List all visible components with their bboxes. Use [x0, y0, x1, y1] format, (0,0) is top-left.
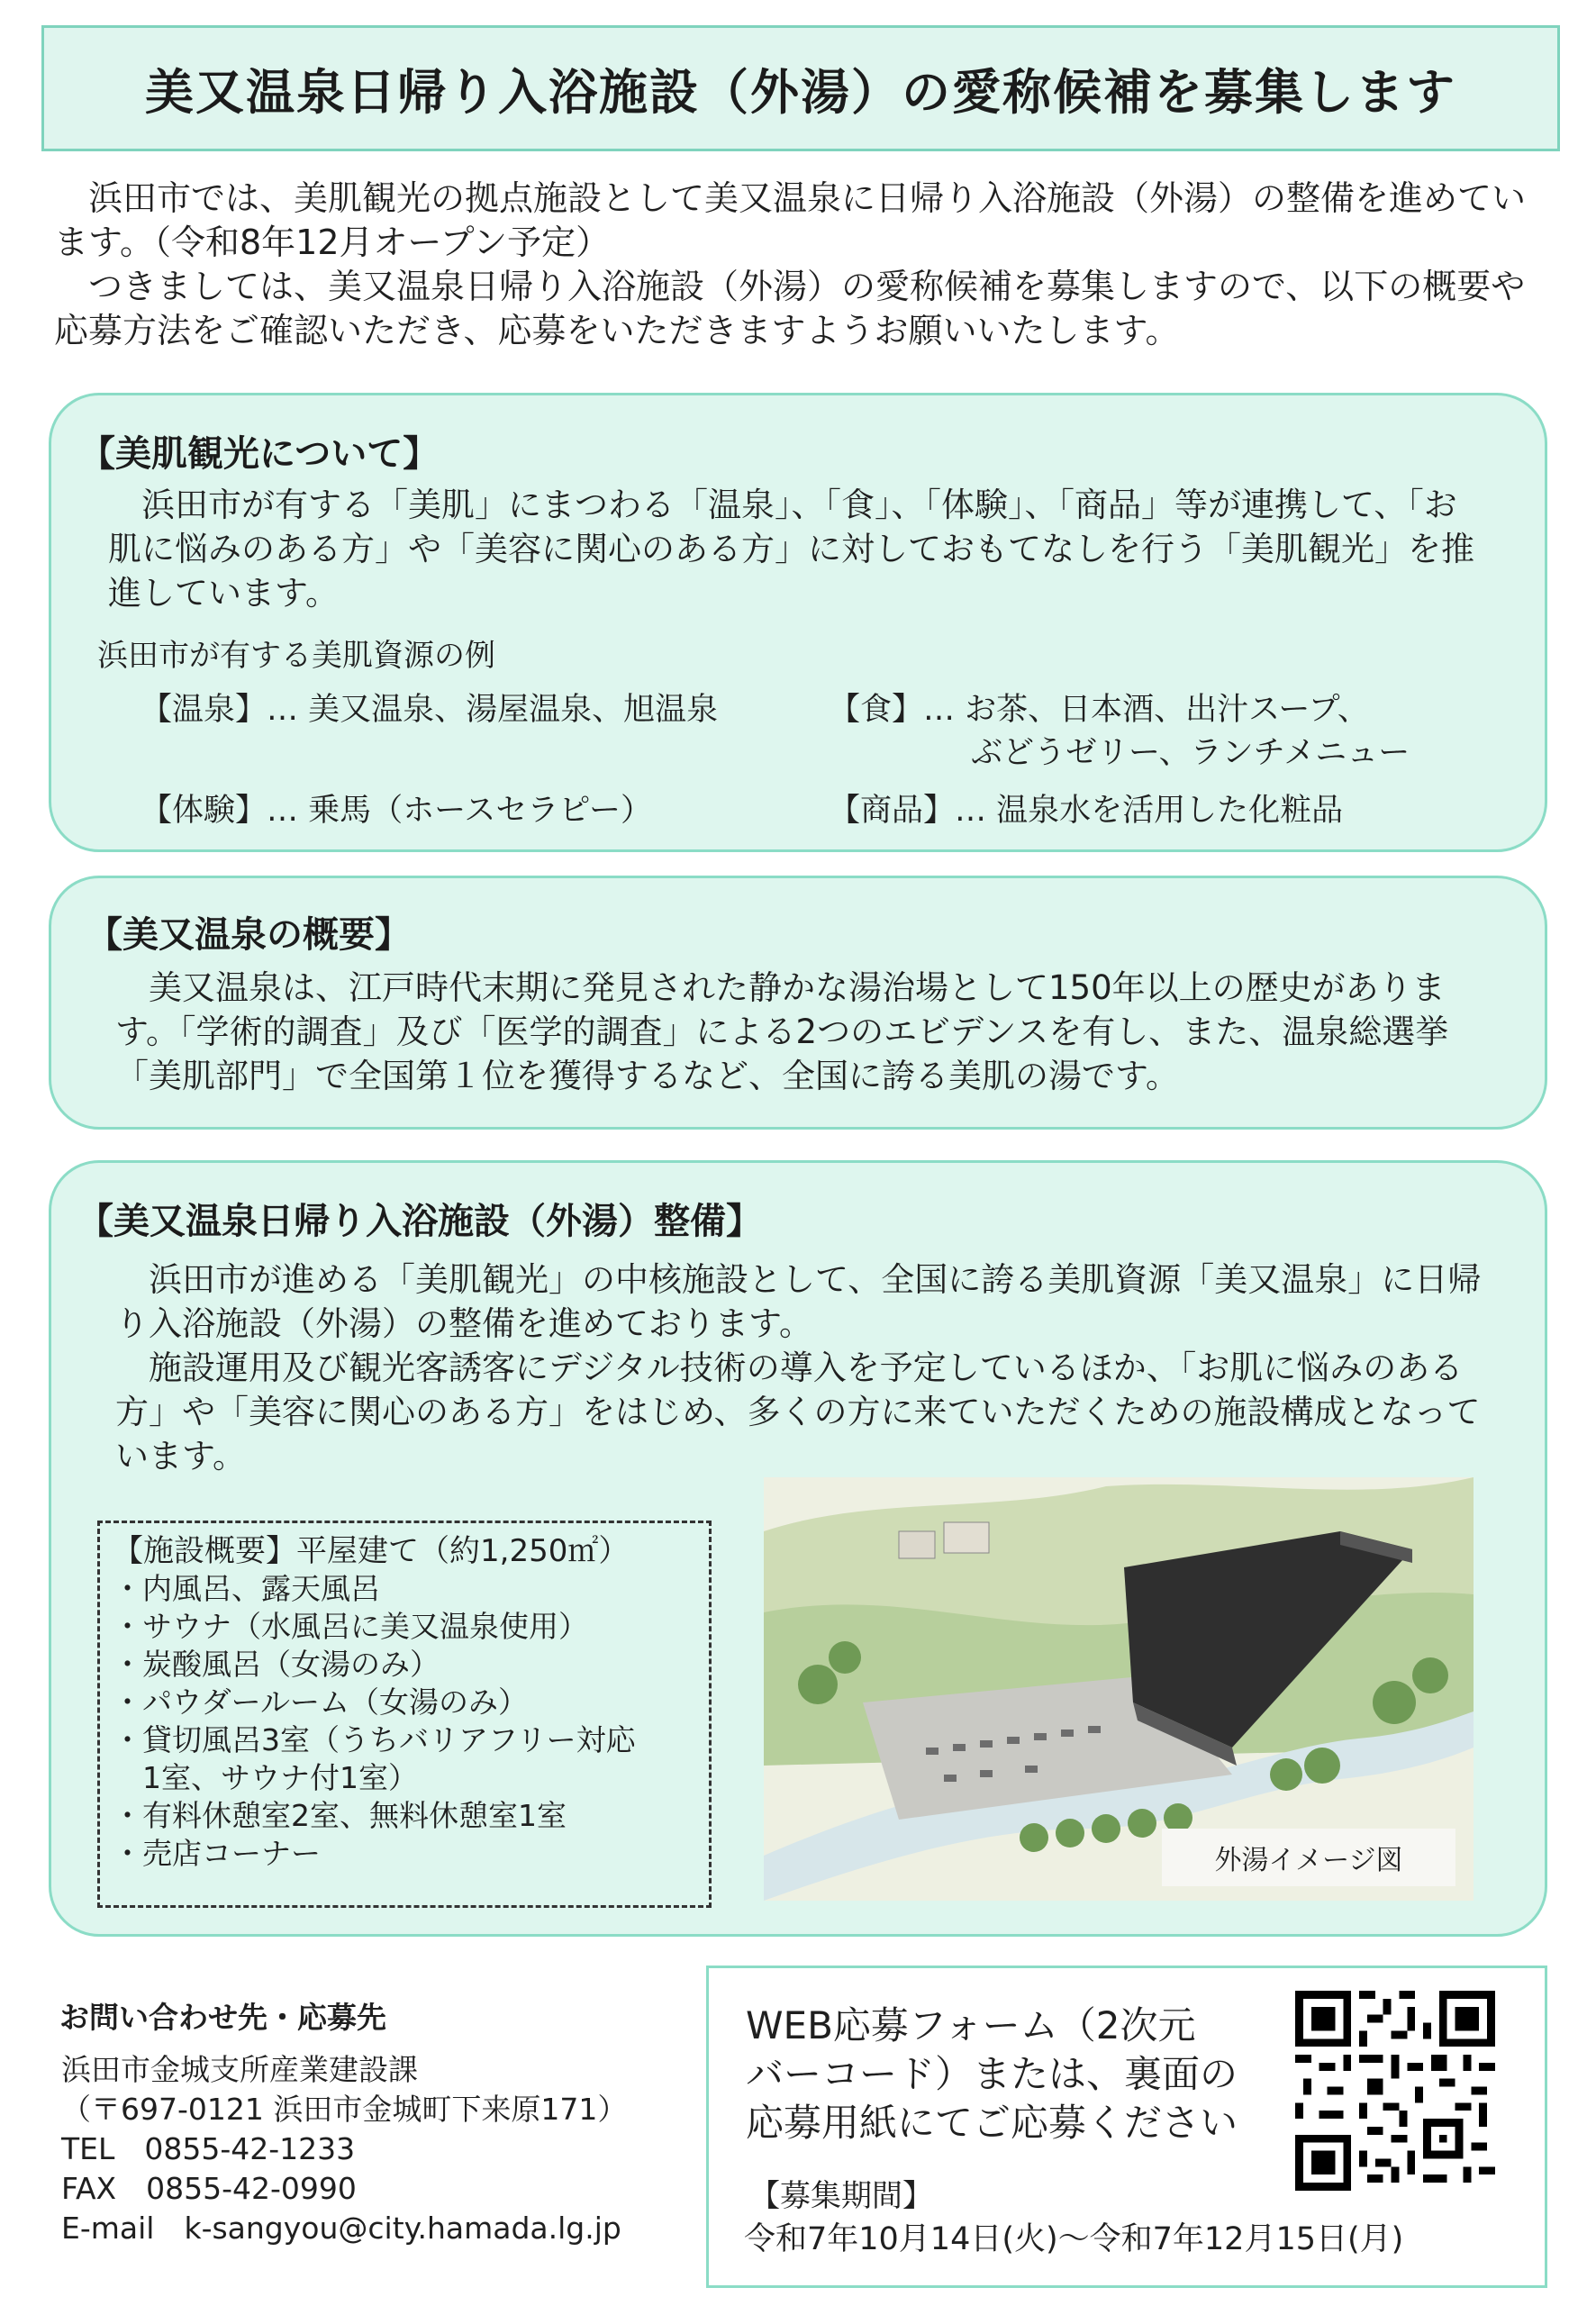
- contact-tel: TEL 0855-42-1233: [61, 2131, 356, 2166]
- onsen-overview-body: 美又温泉は、江戸時代末期に発見された静かな湯治場として150年以上の歴史があります。「学術的調査」及び「医学的調査」による2つのエビデンスを有し、また、温泉総選挙「美肌部門」で全国第１位を獲得するなど、全国に誇る美肌の湯です。: [115, 968, 1449, 1095]
- facility-title: 【施設概要】平屋建て（約1,250㎡）: [113, 1533, 630, 1569]
- intro-paragraph-2: つきましては、美又温泉日帰り入浴施設（外湯）の愛称候補を募集しますので、以下の概要や応募方法をご確認いただき、応募をいただきますようお願いいたします。: [54, 267, 1526, 350]
- facility-item: ・パウダールーム（女湯のみ）: [113, 1684, 529, 1720]
- example-onsen: 【温泉】… 美又温泉、湯屋温泉、旭温泉: [141, 692, 719, 728]
- facility-item: ・有料休憩室2室、無料休憩室1室: [113, 1798, 567, 1833]
- sotoyu-paragraph-2: 施設運用及び観光客誘客にデジタル技術の導入を予定しているほか、「お肌に悩みのある方」や「美容に関心のある方」をはじめ、多くの方に来ていただくための施設構成となっています。: [115, 1348, 1481, 1475]
- bihada-body: 浜田市が有する「美肌」にまつわる「温泉」、「食」、「体験」、「商品」等が連携して、「お肌に悩みのある方」や「美容に関心のある方」に対しておもてなしを行う「美肌観光」を推進しています。: [108, 486, 1474, 613]
- webform-line: WEB応募フォーム（2次元: [746, 2003, 1196, 2047]
- title-banner: [41, 25, 1560, 151]
- contact-department: 浜田市金城支所産業建設課: [61, 2052, 418, 2087]
- page-title: 美又温泉日帰り入浴施設（外湯）の愛称候補を募集します: [145, 63, 1456, 121]
- facility-item: ・内風呂、露天風呂: [113, 1571, 380, 1606]
- facility-overview-box: [97, 1521, 712, 1908]
- contact-fax: FAX 0855-42-0990: [61, 2171, 357, 2206]
- webform-instructions: [746, 2002, 1295, 2147]
- qr-code-graphic: [1295, 1991, 1495, 2191]
- sotoyu-paragraph-1: 浜田市が進める「美肌観光」の中核施設として、全国に誇る美肌資源「美又温泉」に日帰り入浴施設（外湯）の整備を進めております。: [115, 1260, 1482, 1343]
- contact-heading: お問い合わせ先・応募先: [59, 2000, 386, 2035]
- facility-item: ・サウナ（水風呂に美又温泉使用）: [113, 1609, 588, 1644]
- period-label: 【募集期間】: [749, 2178, 933, 2214]
- webform-line: 応募用紙にてご応募ください: [746, 2101, 1238, 2145]
- contact-email[interactable]: E-mail k-sangyou@city.hamada.lg.jp: [61, 2211, 621, 2246]
- contact-address: （〒697-0121 浜田市金城町下来原171）: [61, 2092, 628, 2127]
- example-food-cont: ぶどうゼリー、ランチメニュー: [971, 735, 1410, 771]
- illustration-caption: 外湯イメージ図: [1162, 1829, 1455, 1886]
- sotoyu-heading: 【美又温泉日帰り入浴施設（外湯）整備】: [77, 1201, 762, 1242]
- intro-text: [54, 177, 1549, 353]
- facility-item: ・貸切風呂3室（うちバリアフリー対応: [113, 1722, 636, 1757]
- facility-item: 1室、サウナ付1室）: [113, 1760, 418, 1795]
- facility-item: ・炭酸風呂（女湯のみ）: [113, 1647, 440, 1682]
- facility-item: ・売店コーナー: [113, 1836, 321, 1871]
- onsen-overview-heading: 【美又温泉の概要】: [86, 914, 411, 956]
- example-shohin: 【商品】… 温泉水を活用した化粧品: [829, 793, 1344, 829]
- contact-details: [61, 2050, 627, 2248]
- bihada-heading: 【美肌観光について】: [79, 433, 440, 475]
- qr-code[interactable]: [1295, 1991, 1495, 2191]
- bihada-examples-label: 浜田市が有する美肌資源の例: [97, 638, 495, 674]
- example-taiken: 【体験】… 乗馬（ホースセラピー）: [141, 793, 652, 829]
- webform-line: バーコード）または、裏面の: [746, 2052, 1238, 2096]
- intro-paragraph-1: 浜田市では、美肌観光の拠点施設として美又温泉に日帰り入浴施設（外湯）の整備を進めています。（令和8年12月オープン予定）: [54, 178, 1527, 262]
- example-food: 【食】… お茶、日本酒、出汁スープ、: [829, 692, 1369, 728]
- period-value: 令和7年10月14日(火)～令和7年12月15日(月): [744, 2221, 1404, 2257]
